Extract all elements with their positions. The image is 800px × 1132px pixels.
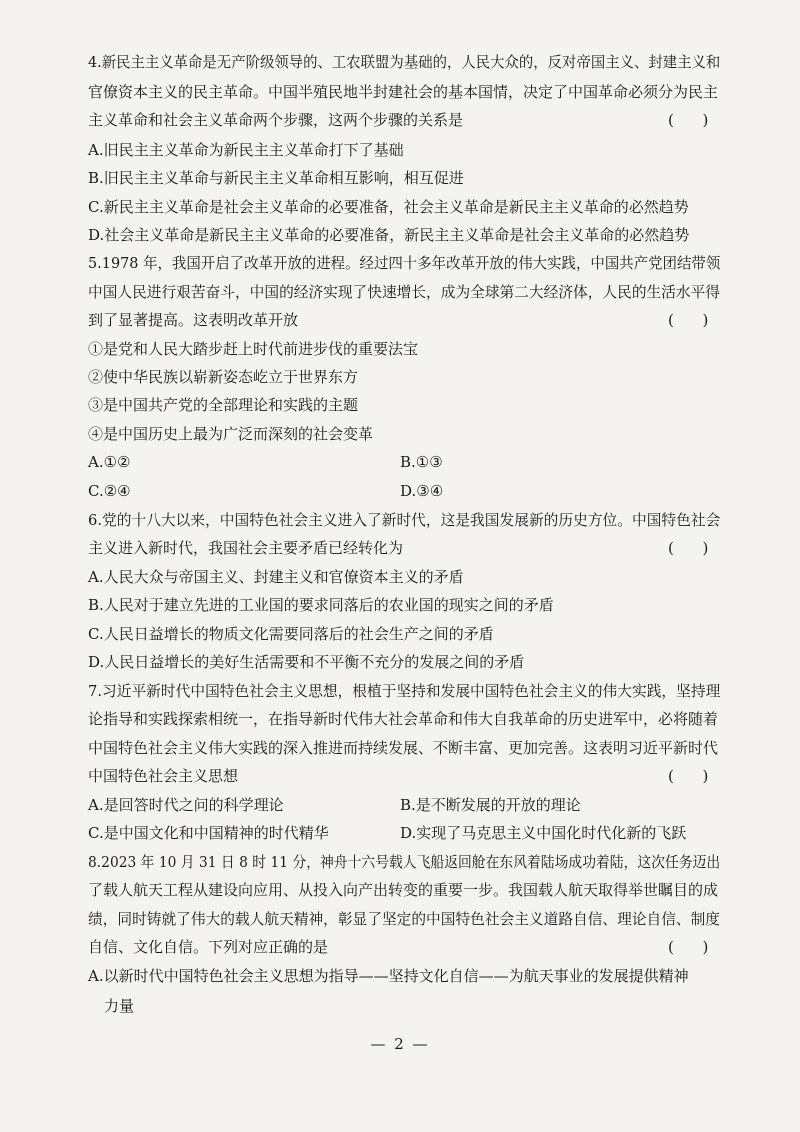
q7-option-b: B.是不断发展的开放的理论 [400,796,581,814]
q6-stem-line-2: 主义进入新时代，我国社会主要矛盾已经转化为 [88,539,404,557]
q8-stem-line-3: 绩，同时铸就了伟大的载人航天精神，彰显了坚定的中国特色社会主义道路自信、理论自信、制度 [88,910,721,928]
q7-option-d: D.实现了马克思主义中国化时代化新的飞跃 [400,824,687,842]
q6-answer-bracket: ( ) [668,539,709,557]
q5-statement-3: ③是中国共产党的全部理论和实践的主题 [88,396,359,414]
q4-answer-bracket: ( ) [668,111,709,129]
q6-option-b: B.人民对于建立先进的工业国的要求同落后的农业国的现实之间的矛盾 [88,596,554,614]
q4-option-c: C.新民主主义革命是社会主义革命的必要准备，社会主义革命是新民主主义革命的必然趋势 [88,198,689,216]
q5-option-d: D.③④ [400,482,444,500]
q4-option-b: B.旧民主主义革命与新民主主义革命相互影响，相互促进 [88,169,464,187]
q8-stem-line-2: 了载人航天工程从建设向应用、从投入向产出转变的重要一步。我国载人航天取得举世瞩目的成 [88,881,719,899]
q8-option-a-continued: 力量 [104,997,135,1015]
q6-option-c: C.人民日益增长的物质文化需要同落后的社会生产之间的矛盾 [88,625,494,643]
q5-option-a: A.①② [88,453,131,471]
q5-answer-bracket: ( ) [668,311,709,329]
q7-stem-line-3: 中国特色社会主义伟大实践的深入推进而持续发展、不断丰富、更加完善。这表明习近平新时代 [88,739,719,757]
q6-option-a: A.人民大众与帝国主义、封建主义和官僚资本主义的矛盾 [88,568,464,586]
q5-stem-line-3: 到了显著提高。这表明改革开放 [88,311,299,329]
q5-stem-line-1: 5.1978 年，我国开启了改革开放的进程。经过四十多年改革开放的伟大实践，中国共产党团结带领 [88,254,721,272]
q6-stem-line-1: 6.党的十八大以来，中国特色社会主义进入了新时代，这是我国发展新的历史方位。中国特色社会 [88,511,721,529]
q5-option-b: B.①③ [400,453,443,471]
q4-option-d: D.社会主义革命是新民主主义革命的必要准备，新民主主义革命是社会主义革命的必然趋势 [88,226,690,244]
q4-stem-line-2: 官僚资本主义的民主革命。中国半殖民地半封建社会的基本国情，决定了中国革命必须分为民主 [88,83,719,101]
q8-option-a: A.以新时代中国特色社会主义思想为指导——坚持文化自信——为航天事业的发展提供精神 [88,967,689,985]
q4-stem-line-1: 4.新民主主义革命是无产阶级领导的、工农联盟为基础的，人民大众的，反对帝国主义、封建主义和 [88,53,721,71]
q5-stem-line-2: 中国人民进行艰苦奋斗，中国的经济实现了快速增长，成为全球第二大经济体，人民的生活水平得 [88,283,721,301]
q4-option-a: A.旧民主主义革命为新民主主义革命打下了基础 [88,141,404,159]
page-number: — 2 — [370,1035,430,1053]
q7-stem-line-4: 中国特色社会主义思想 [88,767,239,785]
q8-answer-bracket: ( ) [668,938,709,956]
q6-option-d: D.人民日益增长的美好生活需要和不平衡不充分的发展之间的矛盾 [88,653,525,671]
q8-stem-line-4: 自信、文化自信。下列对应正确的是 [88,938,329,956]
q4-stem-line-3: 主义革命和社会主义革命两个步骤，这两个步骤的关系是 [88,111,464,129]
q7-option-c: C.是中国文化和中国精神的时代精华 [88,824,329,842]
q5-statement-2: ②使中华民族以崭新姿态屹立于世界东方 [88,368,359,386]
q5-option-c: C.②④ [88,482,131,500]
q7-option-a: A.是回答时代之问的科学理论 [88,796,284,814]
q8-stem-line-1: 8.2023 年 10 月 31 日 8 时 11 分，神舟十六号载人飞船返回舱在东风着陆场成功着陆，这次任务迈出 [88,853,721,871]
q5-statement-4: ④是中国历史上最为广泛而深刻的社会变革 [88,425,374,443]
q7-stem-line-1: 7.习近平新时代中国特色社会主义思想，根植于坚持和发展中国特色社会主义的伟大实践，坚持理 [88,682,721,700]
q7-answer-bracket: ( ) [668,767,709,785]
q7-stem-line-2: 论指导和实践探索相统一，在指导新时代伟大社会革命和伟大自我革命的历史进军中，必将随着 [88,710,719,728]
q5-statement-1: ①是党和人民大踏步赶上时代前进步伐的重要法宝 [88,340,419,358]
